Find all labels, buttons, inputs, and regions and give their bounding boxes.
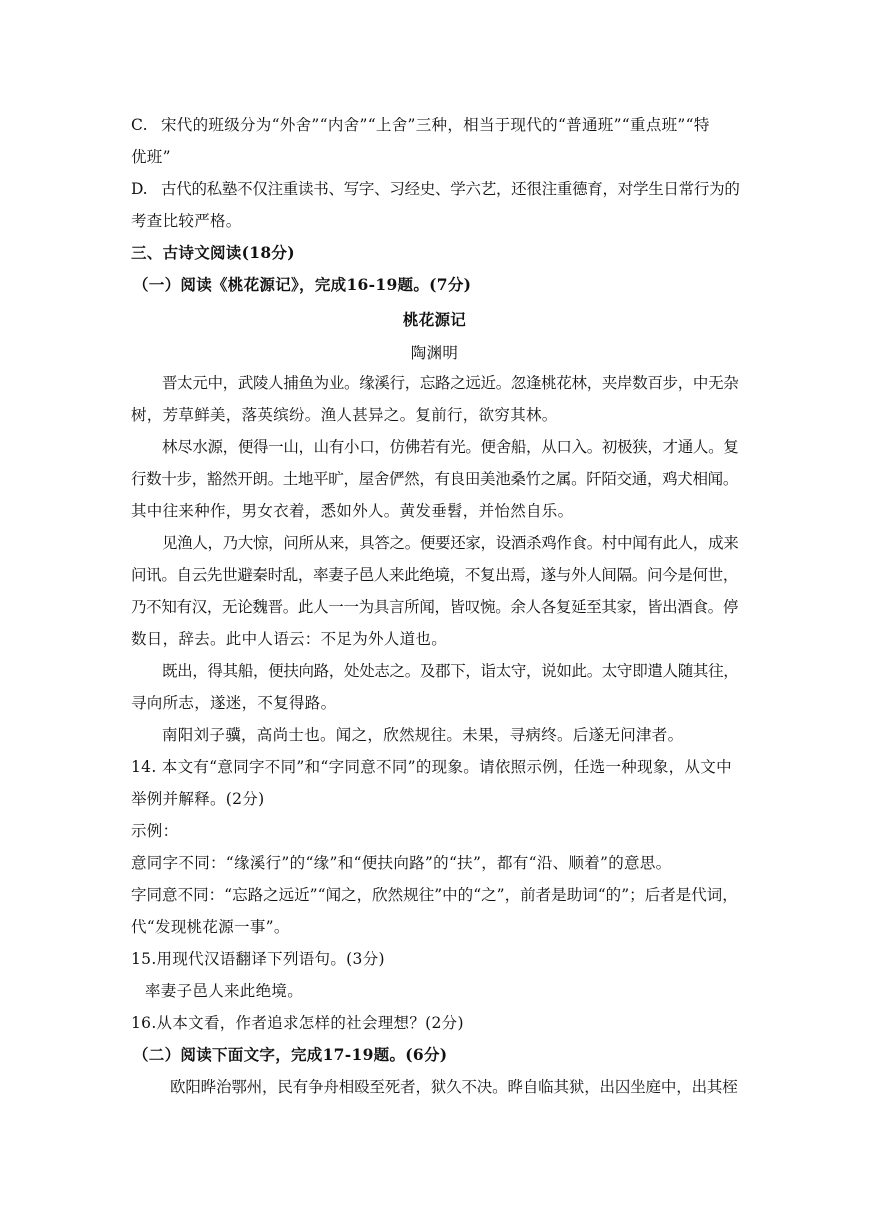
passage-line: 林尽水源，便得一山，山有小口，仿佛若有光。便舍船，从口入。初极狭，才通人。复 [162, 438, 739, 456]
example-label: 示例： [131, 822, 179, 840]
option-c-text: 宋代的班级分为“外舍”“内舍”“上舍”三种，相当于现代的“普通班”“重点班”“特 [161, 116, 710, 134]
passage-line: 晋太元中，武陵人捕鱼为业。缘溪行，忘路之远近。忽逢桃花林，夹岸数百步，中无杂 [162, 374, 739, 392]
passage-line: 见渔人，乃大惊，问所从来，具答之。便要还家，设酒杀鸡作食。村中闻有此人，成来 [162, 534, 739, 552]
example-2-line2: 代“发现桃花源一事”。 [131, 918, 290, 936]
part1-heading: （一）阅读《桃花源记》，完成16-19题。(7分) [133, 275, 472, 294]
passage-line: 寻向所志，遂迷，不复得路。 [131, 694, 337, 712]
question-16: 16.从本文看，作者追求怎样的社会理想？(2分) [131, 1014, 464, 1032]
question-14-line1: 14. 本文有“意同字不同”和“字同意不同”的现象。请依照示例，任选一种现象，从文中 [131, 758, 732, 776]
passage-line: 其中往来种作，男女衣着，悉如外人。黄发垂髫，并怡然自乐。 [131, 502, 574, 520]
option-d-line2: 考查比较严格。 [131, 212, 242, 230]
question-14-line2: 举例并解释。(2分) [131, 790, 265, 808]
option-d-label: D. [131, 180, 148, 198]
passage-author: 陶渊明 [410, 344, 459, 362]
part2-heading: （二）阅读下面文字，完成17-19题。(6分) [133, 1045, 448, 1064]
passage-line: 树，芳草鲜美，落英缤纷。渔人甚异之。复前行，欲穷其林。 [131, 406, 558, 424]
passage-line: 问讯。自云先世避秦时乱，率妻子邑人来此绝境，不复出焉，遂与外人间隔。问今是何世， [131, 566, 739, 584]
passage-line: 南阳刘子骥，高尚士也。闻之，欣然规往。未果，寻病终。后遂无问津者。 [162, 726, 684, 744]
example-1: 意同字不同：“缘溪行”的“缘”和“便扶向路”的“扶”，都有“沿、顺着”的意思。 [131, 854, 672, 872]
passage-line: 行数十步，豁然开朗。土地平旷，屋舍俨然，有良田美池桑竹之属。阡陌交通，鸡犬相闻。 [131, 470, 739, 488]
passage-line: 既出，得其船，便扶向路，处处志之。及郡下，诣太守，说如此。太守即遣人随其往， [162, 662, 739, 680]
option-d-text: 古代的私塾不仅注重读书、写字、习经史、学六艺，还很注重德育，对学生日常行为的 [161, 180, 740, 198]
passage-title: 桃花源记 [402, 310, 467, 329]
passage-line: 数日，辞去。此中人语云：不足为外人道也。 [131, 630, 448, 648]
passage-line: 乃不知有汉，无论魏晋。此人一一为具言所闻，皆叹惋。余人各复延至其家，皆出酒食。停 [131, 598, 739, 616]
section3-heading: 三、古诗文阅读(18分) [131, 243, 295, 262]
option-c-line1 [131, 115, 710, 135]
option-c-line2: 优班” [131, 148, 171, 166]
part2-line1: 欧阳晔治鄂州，民有争舟相殴至死者，狱久不决。晔自临其狱，出囚坐庭中，出其桎 [170, 1078, 738, 1096]
question-15: 15.用现代汉语翻译下列语句。(3分) [131, 950, 385, 968]
example-2-line1: 字同意不同：“忘路之远近”“闻之，欣然规往”中的“之”，前者是助词“的”；后者是代词， [131, 886, 738, 904]
question-15-sentence: 率妻子邑人来此绝境。 [145, 982, 304, 1000]
option-d-line1 [131, 179, 740, 199]
option-c-label: C. [131, 116, 148, 134]
